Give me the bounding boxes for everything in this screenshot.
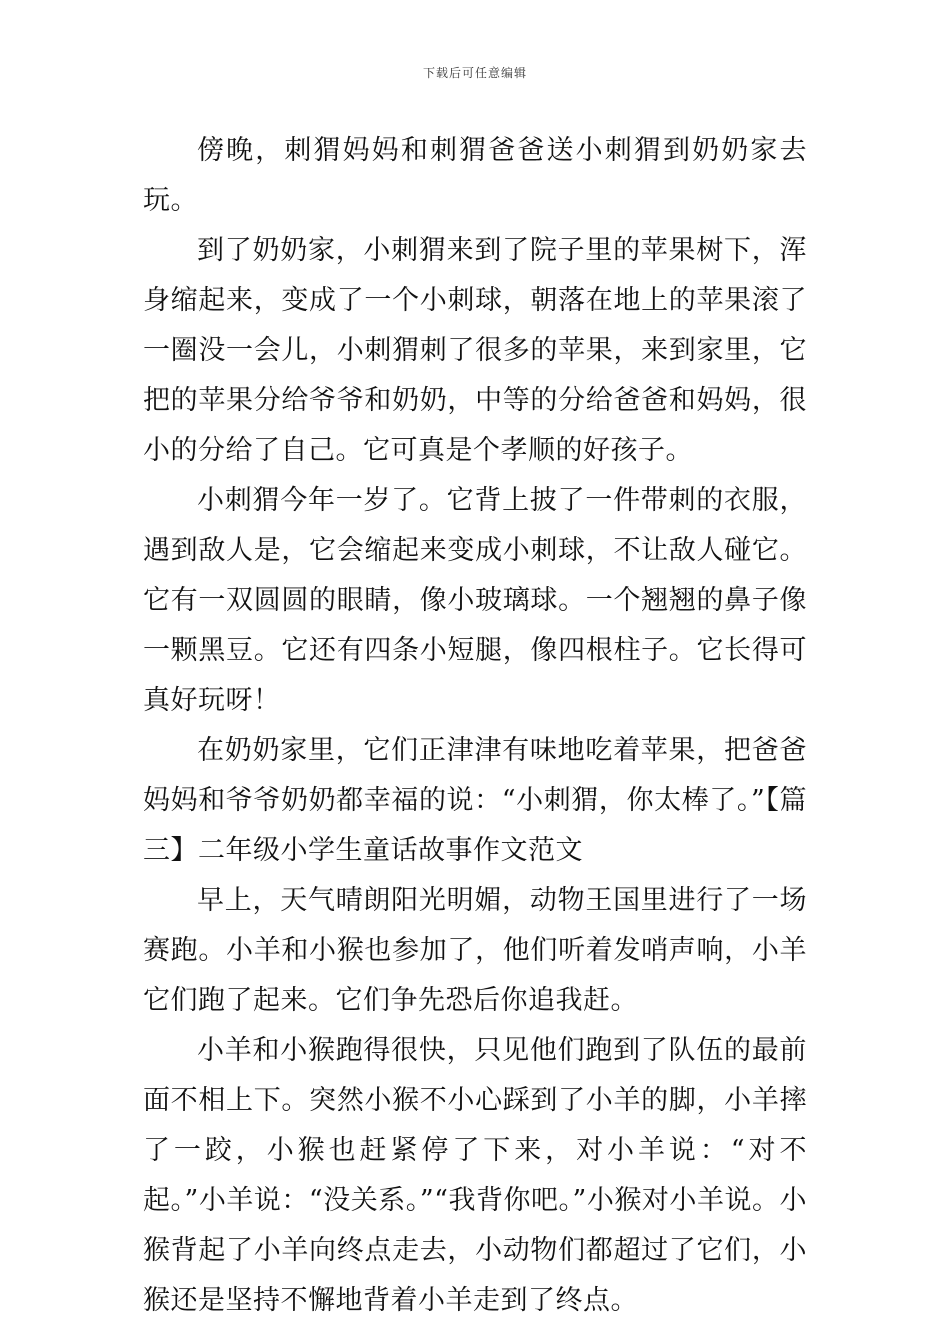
- paragraph-4: 在奶奶家里，它们正津津有味地吃着苹果，把爸爸妈妈和爷爷奶奶都幸福的说：“小刺猬，你太棒了。”【篇三】二年级小学生童话故事作文范文: [143, 735, 807, 866]
- page-header: 下载后可任意编辑: [422, 66, 527, 80]
- paragraph-2: 到了奶奶家，小刺猬来到了院子里的苹果树下，浑身缩起来，变成了一个小刺球，朝落在地上的苹果滚了一圈没一会儿，小刺猬刺了很多的苹果，来到家里，它把的苹果分给爷爷和奶奶，中等的分给爸爸和妈妈，很小的分给了自己。它可真是个孝顺的好孩子。: [143, 235, 807, 466]
- paragraph-6: 小羊和小猴跑得很快，只见他们跑到了队伍的最前面不相上下。突然小猴不小心踩到了小羊的脚，小羊摔了一跤，小猴也赶紧停了下来，对小羊说：“对不起。”小羊说：“没关系。”“我背你吧。”小猴对小羊说。小猴背起了小羊向终点走去，小动物们都超过了它们，小猴还是坚持不懈地背着小羊走到了终点。: [143, 1035, 807, 1316]
- paragraph-5: 早上，天气晴朗阳光明媚，动物王国里进行了一场赛跑。小羊和小猴也参加了，他们听着发哨声响，小羊它们跑了起来。它们争先恐后你追我赶。: [143, 885, 807, 1016]
- paragraph-1: 傍晚，刺猬妈妈和刺猬爸爸送小刺猬到奶奶家去玩。: [143, 135, 807, 216]
- paragraph-3: 小刺猬今年一岁了。它背上披了一件带刺的衣服，遇到敌人是，它会缩起来变成小刺球，不让敌人碰它。它有一双圆圆的眼睛，像小玻璃球。一个翘翘的鼻子像一颗黑豆。它还有四条小短腿，像四根柱子。它长得可真好玩呀！: [143, 485, 807, 716]
- story-body: [143, 126, 807, 1326]
